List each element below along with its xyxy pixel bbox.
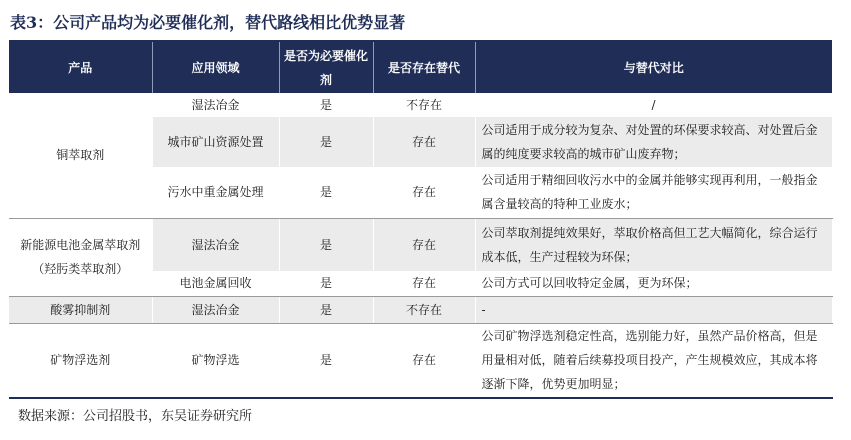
field-cell: 矿物浮选 [152, 323, 279, 398]
header-substitute: 是否存在替代 [373, 42, 475, 93]
table-title: 表3：公司产品均为必要催化剂，替代路线相比优势显著 [10, 13, 406, 32]
substitute-cell: 存在 [373, 271, 475, 296]
necessary-cell: 是 [279, 296, 373, 323]
necessary-cell: 是 [279, 323, 373, 398]
substitute-cell: 不存在 [373, 296, 475, 323]
compare-cell: 公司适用于精细回收污水中的金属并能够实现再利用，一般指金属含量较高的特种工业废水； [475, 167, 832, 218]
product-cell: 矿物浮选剂 [9, 323, 152, 398]
compare-cell: 公司矿物浮选剂稳定性高，选别能力好，虽然产品价格高，但是用量相对低，随着后续募投项目投产，产生规模效应，其成本将逐渐下降，优势更加明显； [475, 323, 832, 398]
necessary-cell: 是 [279, 93, 373, 117]
field-cell: 电池金属回收 [152, 271, 279, 296]
compare-cell: 公司萃取剂提纯效果好，萃取价格高但工艺大幅简化，综合运行成本低，生产过程较为环保； [475, 218, 832, 271]
necessary-cell: 是 [279, 218, 373, 271]
header-necessary: 是否为必要催化剂 [279, 42, 373, 93]
table-row [9, 323, 832, 398]
substitute-cell: 不存在 [373, 93, 475, 117]
product-cell: 酸雾抑制剂 [9, 296, 152, 323]
source-note: 数据来源：公司招股书，东吴证券研究所 [18, 409, 253, 424]
header-compare: 与替代对比 [475, 42, 832, 93]
header-product: 产品 [9, 42, 152, 93]
product-cell: 新能源电池金属萃取剂（羟肟类萃取剂） [9, 218, 152, 296]
field-cell: 城市矿山资源处置 [152, 117, 279, 167]
field-cell: 湿法冶金 [152, 218, 279, 271]
table-row [9, 296, 832, 323]
substitute-cell: 存在 [373, 167, 475, 218]
necessary-cell: 是 [279, 117, 373, 167]
header-field: 应用领域 [152, 42, 279, 93]
comparison-table [9, 42, 833, 399]
compare-cell: 公司方式可以回收特定金属，更为环保； [475, 271, 832, 296]
compare-cell: 公司适用于成分较为复杂、对处置的环保要求较高、对处置后金属的纯度要求较高的城市矿山废弃物； [475, 117, 832, 167]
necessary-cell: 是 [279, 271, 373, 296]
substitute-cell: 存在 [373, 218, 475, 271]
header-row [9, 42, 832, 93]
substitute-cell: 存在 [373, 323, 475, 398]
field-cell: 湿法冶金 [152, 296, 279, 323]
necessary-cell: 是 [279, 167, 373, 218]
substitute-cell: 存在 [373, 117, 475, 167]
field-cell: 湿法冶金 [152, 93, 279, 117]
table-row [9, 93, 832, 117]
table-row [9, 218, 832, 271]
compare-cell: - [475, 296, 832, 323]
compare-cell: / [475, 93, 832, 117]
field-cell: 污水中重金属处理 [152, 167, 279, 218]
product-cell: 铜萃取剂 [9, 93, 152, 218]
